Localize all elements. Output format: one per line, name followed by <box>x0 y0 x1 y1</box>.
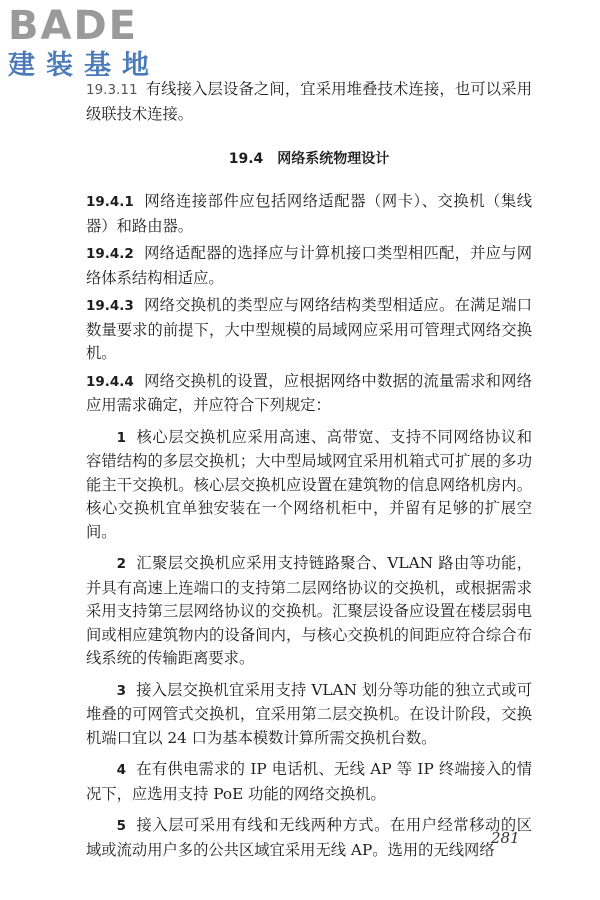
document-body <box>86 78 532 864</box>
section-title: 网络系统物理设计 <box>277 151 390 167</box>
clause-number: 19.4.3 <box>86 298 134 314</box>
page-number: 281 <box>491 829 520 847</box>
item-text: 汇聚层交换机应采用支持链路聚合、VLAN 路由等功能，并具有高速上连端口的支持第二层网络协议的交换机，或根据需求采用支持第三层网络协议的交换机。汇聚层设备应设置在楼层弱电间或相应建筑物内的设备间内，与核心交换机的间距应符合综合布线系统的传输距离要求。 <box>86 554 532 667</box>
list-item-4 <box>86 758 532 806</box>
item-text: 在有供电需求的 IP 电话机、无线 AP 等 IP 终端接入的情况下，应选用支持 PoE 功能的网络交换机。 <box>86 760 532 803</box>
list-item-2 <box>86 552 532 671</box>
logo-main-text: BADE <box>8 3 138 49</box>
item-number: 1 <box>116 429 126 446</box>
watermark-logo <box>8 4 178 82</box>
clause-text: 网络连接部件应包括网络适配器（网卡）、交换机（集线器）和路由器。 <box>86 192 532 235</box>
item-text: 接入层可采用有线和无线两种方式。在用户经常移动的区域或流动用户多的公共区域宜采用无线 AP。选用的无线网络 <box>86 816 532 859</box>
clause-19-4-1 <box>86 190 532 238</box>
clause-text: 有线接入层设备之间，宜采用堆叠技术连接，也可以采用级联技术连接。 <box>86 80 532 123</box>
clause-number: 19.4.2 <box>86 246 134 262</box>
item-number: 2 <box>116 556 126 572</box>
clause-number: 19.4.1 <box>86 194 134 210</box>
list-item-3 <box>86 679 532 751</box>
clause-number: 19.4.4 <box>86 373 134 390</box>
list-item-5 <box>86 814 532 862</box>
item-number: 4 <box>116 762 126 778</box>
clause-19-4-2 <box>86 242 532 290</box>
clause-text: 网络交换机的类型应与网络结构类型相适应。在满足端口数量要求的前提下，大中型规模的局域网应采用可管理式网络交换机。 <box>86 296 532 362</box>
section-heading <box>86 148 532 170</box>
item-text: 核心层交换机应采用高速、高带宽、支持不同网络协议和容错结构的多层交换机；大中型局域网宜采用机箱式可扩展的多功能主干交换机。核心层交换机应设置在建筑物的信息网络机房内。核心交换机宜单独安装在一个网络机柜中，并留有足够的扩展空间。 <box>86 427 532 541</box>
list-item-1 <box>86 426 532 545</box>
clause-19-4-3 <box>86 294 532 366</box>
clause-number: 19.3.11 <box>86 82 138 98</box>
item-number: 5 <box>116 818 126 834</box>
clause-19-4-4 <box>86 370 532 418</box>
clause-text: 网络交换机的设置，应根据网络中数据的流量需求和网络应用需求确定，并应符合下列规定： <box>86 371 532 414</box>
item-text: 接入层交换机宜采用支持 VLAN 划分等功能的独立式或可堆叠的可网管式交换机，宜采用第二层交换机。在设计阶段，交换机端口宜以 24 口为基本模数计算所需交换机台数。 <box>86 680 532 747</box>
clause-19-3-11 <box>86 78 532 126</box>
logo-sub-text: 建装基地 <box>8 50 160 81</box>
section-number: 19.4 <box>228 151 264 167</box>
clause-text: 网络适配器的选择应与计算机接口类型相匹配，并应与网络体系结构相适应。 <box>86 244 532 287</box>
item-number: 3 <box>116 682 126 699</box>
